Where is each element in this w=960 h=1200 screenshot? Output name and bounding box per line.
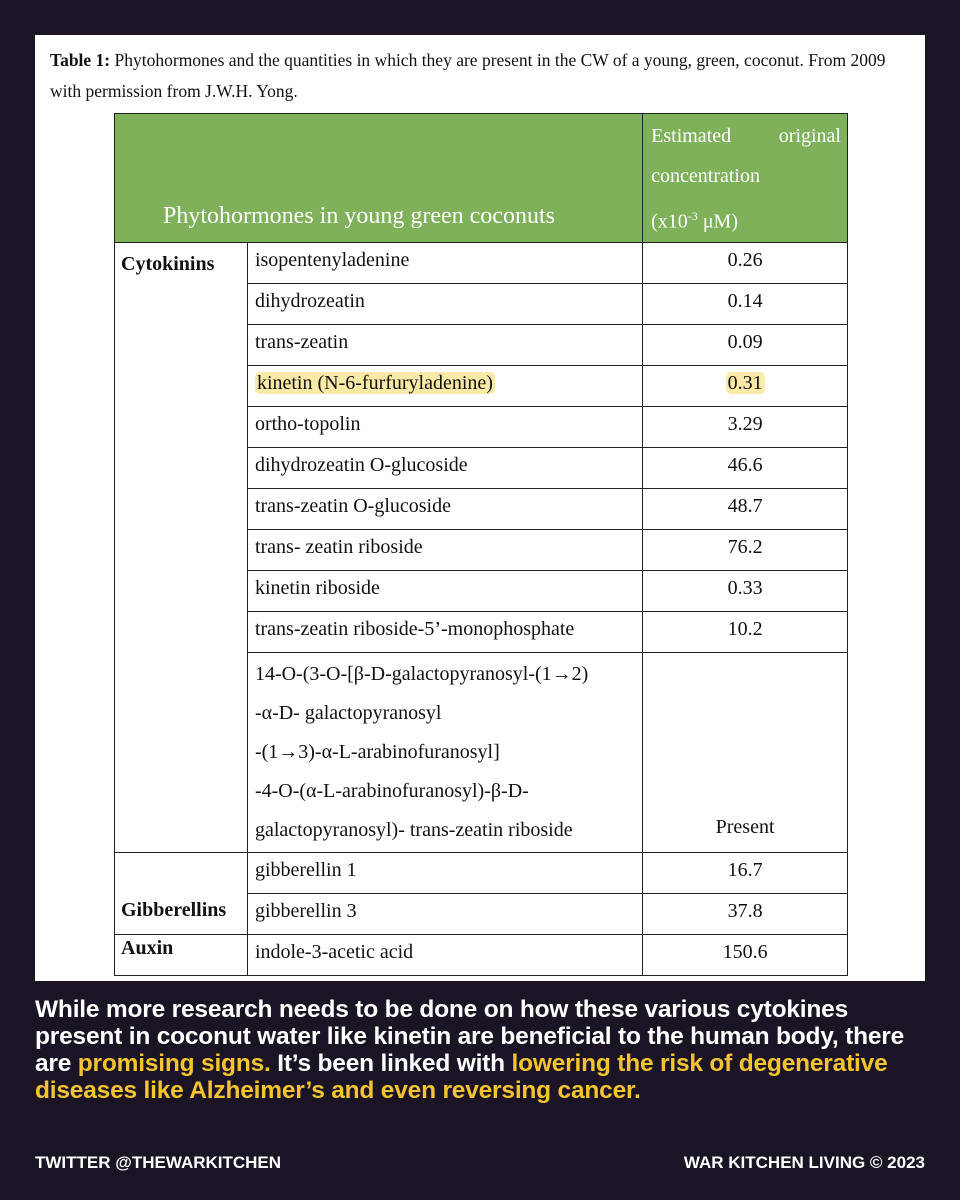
row-name: trans-zeatin O-glucoside (247, 488, 642, 529)
unit-exp: -3 (687, 209, 698, 223)
long-name-line: galactopyranosyl)- trans-zeatin riboside (254, 818, 573, 841)
table-header-row (115, 114, 848, 243)
row-name: trans-zeatin (247, 324, 642, 365)
footer-copyright: WAR KITCHEN LIVING © 2023 (683, 1153, 925, 1172)
row-name-highlighted: kinetin (N-6-furfuryladenine) (256, 371, 493, 394)
row-name: gibberellin 1 (247, 852, 642, 893)
row-value: Present (643, 652, 848, 852)
group-auxin: Auxin (115, 934, 248, 975)
row-value: 48.7 (643, 488, 848, 529)
row-value-cell (643, 365, 848, 406)
footer-twitter-handle: TWITTER @THEWARKITCHEN (35, 1153, 282, 1172)
header-value-word1: Estimated (651, 125, 732, 147)
row-name: indole-3-acetic acid (247, 934, 642, 975)
row-value: 0.26 (643, 242, 848, 283)
row-name: dihydrozeatin O-glucoside (247, 447, 642, 488)
row-value: 37.8 (643, 893, 848, 934)
table-row (115, 242, 848, 283)
row-name: dihydrozeatin (247, 283, 642, 324)
table-row (115, 852, 848, 893)
long-name-line: -4-O-(α-L-arabinofuranosyl)-β-D- (254, 779, 529, 802)
row-name: trans- zeatin riboside (247, 529, 642, 570)
header-value-word2: original (778, 125, 841, 147)
row-value: 0.33 (643, 570, 848, 611)
header-value-cell (643, 114, 848, 243)
group-cytokinins: Cytokinins (115, 242, 248, 852)
row-name-multiline (247, 652, 642, 852)
table-row (115, 934, 848, 975)
long-name-line: 14-O-(3-O-[β-D-galactopyranosyl-(1→2) (254, 662, 589, 685)
caption-text: Phytohormones and the quantities in which they are present in the CW of a young, green, coconut. From 2009 with permission from J.W.H. Yong. (50, 50, 886, 101)
summary-part2: It’s been linked with (270, 1050, 512, 1077)
row-name: gibberellin 3 (247, 893, 642, 934)
row-value: 0.14 (643, 283, 848, 324)
document-page (35, 35, 925, 981)
row-name: trans-zeatin riboside-5’-monophosphate (247, 611, 642, 652)
row-value: 16.7 (643, 852, 848, 893)
row-value: 10.2 (643, 611, 848, 652)
unit-post: μM) (697, 210, 738, 233)
unit-pre: (x10 (651, 210, 688, 233)
table-caption (50, 45, 920, 107)
summary-text (35, 996, 935, 1104)
caption-label: Table 1: (50, 50, 111, 70)
header-title: Phytohormones in young green coconuts (163, 202, 555, 229)
row-value: 150.6 (643, 934, 848, 975)
summary-highlight1: promising signs. (77, 1050, 271, 1077)
phytohormone-table (114, 113, 848, 976)
row-value: 76.2 (643, 529, 848, 570)
summary-highlight2: lowering the risk of degenerative diseases like Alzheimer’s and even reversing cancer. (35, 1050, 888, 1104)
header-title-cell (115, 114, 643, 243)
row-name: isopentenyladenine (247, 242, 642, 283)
row-value: 46.6 (643, 447, 848, 488)
header-value-unit (651, 196, 841, 242)
row-name: ortho-topolin (247, 406, 642, 447)
summary-part1: While more research needs to be done on how these various cytokines present in coconut water like kinetin are beneficial to the human body, there are (35, 996, 905, 1077)
row-value-highlighted: 0.31 (727, 371, 763, 394)
row-value: 0.09 (643, 324, 848, 365)
long-name-line: -(1→3)-α-L-arabinofuranosyl] (254, 740, 500, 763)
long-name-line: -α-D- galactopyranosyl (254, 701, 442, 724)
row-name: kinetin riboside (247, 570, 642, 611)
group-gibberellins: Gibberellins (115, 852, 248, 934)
header-value-line2: concentration (651, 165, 760, 187)
row-name-cell (247, 365, 642, 406)
row-value: 3.29 (643, 406, 848, 447)
